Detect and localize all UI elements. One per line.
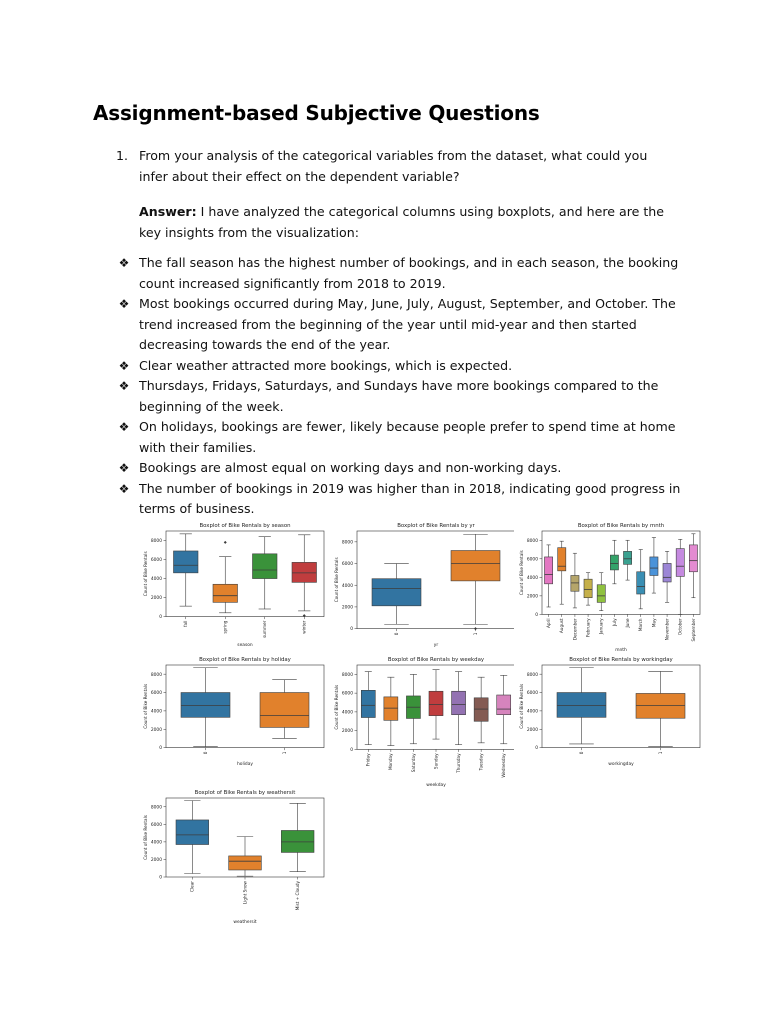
x-tick-label: spring — [222, 620, 228, 634]
box-0 — [557, 668, 606, 744]
box-fall — [174, 534, 198, 606]
question-number: 1. — [116, 148, 129, 163]
insight-item — [116, 253, 686, 294]
y-tick-label: 8000 — [150, 672, 162, 678]
x-axis-label: weekday — [426, 783, 446, 788]
x-tick-label: Mist + Cloudy — [295, 881, 301, 911]
box-monday — [384, 677, 398, 745]
y-axis-label: Count of Bike Rentals — [519, 683, 524, 729]
box-iqr — [474, 698, 488, 721]
box-iqr — [571, 575, 579, 591]
insight-text: The fall season has the highest number of bookings, and in each season, the booking count increased significantly from 2018 to 2019. — [139, 255, 679, 291]
box-friday — [361, 672, 375, 745]
y-tick-label: 4000 — [341, 583, 353, 589]
box-iqr — [361, 690, 375, 717]
box-iqr — [597, 585, 605, 603]
chart-title: Boxplot of Bike Rentals by mnth — [577, 523, 665, 529]
y-tick-label: 6000 — [341, 562, 353, 568]
y-axis-label: Count of Bike Rentals — [519, 550, 524, 596]
x-tick-label: Thursday — [455, 753, 461, 773]
x-tick-label: 0 — [393, 632, 399, 636]
boxplot-yr — [329, 519, 519, 649]
y-tick-label: 2000 — [341, 605, 353, 611]
y-tick-label: 4000 — [341, 710, 353, 716]
box-november — [663, 551, 671, 602]
x-tick-label: May — [651, 618, 657, 628]
y-tick-label: 2000 — [341, 729, 353, 735]
x-tick-label: June — [624, 618, 630, 628]
y-axis-label: Count of Bike Rentals — [334, 684, 339, 730]
y-tick-label: 0 — [535, 746, 538, 752]
box-tuesday — [474, 677, 488, 743]
insight-item — [116, 458, 686, 479]
y-tick-label: 6000 — [150, 691, 162, 697]
y-tick-label: 6000 — [150, 822, 162, 828]
insight-list — [116, 253, 686, 520]
x-tick-label: 1 — [472, 632, 478, 636]
y-tick-label: 6000 — [526, 557, 538, 563]
y-tick-label: 6000 — [150, 558, 162, 564]
chart-title: Boxplot of Bike Rentals by weathersit — [194, 790, 296, 796]
chart-svg — [329, 519, 519, 649]
box-august — [558, 541, 566, 604]
box-september — [689, 534, 697, 598]
box-january — [597, 573, 605, 611]
box-1 — [260, 680, 309, 739]
chart-svg — [138, 519, 328, 649]
y-axis-label: Count of Bike Rentals — [143, 683, 148, 729]
box-iqr — [624, 551, 632, 564]
box-1 — [451, 534, 500, 630]
insight-text: On holidays, bookings are fewer, likely because people prefer to spend time at home with their families. — [139, 419, 676, 455]
box-iqr — [384, 697, 398, 720]
insight-item — [116, 417, 686, 458]
y-tick-label: 4000 — [150, 840, 162, 846]
box-december — [571, 553, 579, 608]
box-iqr — [557, 693, 606, 718]
box-iqr — [260, 693, 309, 728]
x-tick-label: March — [638, 618, 644, 632]
box-iqr — [663, 563, 671, 582]
x-tick-label: November — [664, 618, 670, 641]
x-tick-label: 1 — [657, 751, 663, 755]
box-summer — [253, 537, 277, 609]
box-iqr — [452, 691, 466, 714]
y-tick-label: 2000 — [526, 594, 538, 600]
y-tick-label: 8000 — [341, 540, 353, 546]
y-axis-label: Count of Bike Rentals — [334, 557, 339, 603]
y-tick-label: 8000 — [526, 672, 538, 678]
x-tick-label: summer — [262, 620, 268, 638]
x-tick-label: Sunday — [433, 753, 439, 770]
boxplot-workingday — [514, 653, 704, 768]
box-0 — [372, 564, 421, 625]
y-tick-label: 8000 — [526, 538, 538, 544]
chart-svg — [514, 519, 704, 654]
insight-item — [116, 294, 686, 356]
x-tick-label: Clear — [189, 881, 195, 892]
x-tick-label: April — [545, 618, 551, 628]
y-tick-label: 2000 — [526, 727, 538, 733]
answer-label: Answer: — [139, 204, 197, 219]
x-tick-label: September — [690, 618, 696, 642]
chart-title: Boxplot of Bike Rentals by yr — [397, 523, 475, 529]
page-title: Assignment-based Subjective Questions — [93, 101, 540, 125]
insight-item — [116, 479, 686, 520]
bullet-diamond-icon: ❖ — [118, 461, 130, 475]
box-iqr — [451, 551, 500, 581]
y-tick-label: 2000 — [150, 727, 162, 733]
box-iqr — [637, 572, 645, 594]
box-iqr — [174, 551, 198, 573]
insight-item — [116, 356, 686, 377]
x-tick-label: December — [572, 618, 578, 641]
chart-svg — [138, 786, 328, 926]
box-iqr — [292, 562, 316, 582]
y-tick-label: 4000 — [526, 575, 538, 581]
y-tick-label: 2000 — [150, 858, 162, 864]
box-sunday — [429, 670, 443, 739]
box-iqr — [545, 557, 553, 584]
box-iqr — [281, 830, 314, 852]
box-iqr — [584, 579, 592, 598]
box-iqr — [676, 549, 684, 577]
y-tick-label: 0 — [350, 748, 353, 753]
x-axis-label: season — [237, 643, 253, 648]
x-tick-label: Tuesday — [478, 753, 484, 771]
y-tick-label: 2000 — [150, 596, 162, 602]
y-tick-label: 4000 — [150, 577, 162, 583]
y-axis-label: Count of Bike Rentals — [143, 551, 148, 597]
box-mist-cloudy — [281, 803, 314, 871]
y-tick-label: 0 — [350, 627, 353, 633]
bullet-diamond-icon: ❖ — [118, 481, 130, 496]
box-iqr — [429, 691, 443, 715]
insight-text: Thursdays, Fridays, Saturdays, and Sundays have more bookings compared to the beginning of the week. — [139, 378, 659, 414]
chart-title: Boxplot of Bike Rentals by weekday — [387, 657, 485, 663]
chart-svg — [514, 653, 704, 768]
x-axis-label: workingday — [608, 762, 634, 767]
y-tick-label: 0 — [159, 875, 162, 881]
x-axis-label: yr — [433, 643, 439, 648]
box-iqr — [229, 856, 262, 870]
answer-text: I have analyzed the categorical columns using boxplots, and here are the key insights from the visualization: — [139, 204, 665, 240]
box-may — [650, 537, 658, 593]
chart-svg — [138, 653, 328, 768]
x-tick-label: Monday — [388, 753, 394, 770]
question-text: From your analysis of the categorical variables from the dataset, what could you infer about their effect on the dependent variable? — [139, 148, 648, 184]
x-tick-label: fall — [183, 620, 189, 627]
insight-text: Most bookings occurred during May, June, July, August, September, and October. The trend increased from the beginning of the year until mid-year and then started decreasing towards the end of the year. — [139, 296, 676, 352]
boxplot-season — [138, 519, 328, 649]
box-winter — [292, 535, 316, 617]
x-tick-label: Saturday — [410, 753, 416, 773]
box-iqr — [558, 548, 566, 571]
y-tick-label: 4000 — [526, 709, 538, 715]
x-axis-label: holiday — [237, 762, 253, 767]
chart-svg — [329, 653, 519, 789]
box-iqr — [636, 693, 685, 718]
box-clear — [176, 801, 209, 874]
boxplot-weathersit — [138, 786, 328, 926]
bullet-diamond-icon: ❖ — [118, 358, 130, 373]
y-tick-label: 6000 — [526, 691, 538, 697]
chart-title: Boxplot of Bike Rentals by workingday — [569, 657, 673, 663]
bullet-diamond-icon: ❖ — [118, 256, 130, 270]
x-tick-label: Wednesday — [501, 753, 507, 778]
x-tick-label: 1 — [281, 751, 287, 755]
box-iqr — [497, 695, 511, 715]
x-tick-label: 0 — [578, 751, 584, 755]
boxplot-holiday — [138, 653, 328, 768]
chart-title: Boxplot of Bike Rentals by holiday — [199, 657, 291, 663]
box-thursday — [452, 672, 466, 745]
box-0 — [181, 668, 230, 747]
box-iqr — [181, 693, 230, 718]
box-iqr — [689, 545, 697, 572]
y-tick-label: 4000 — [150, 709, 162, 715]
y-tick-label: 8000 — [341, 672, 353, 678]
insight-text: Bookings are almost equal on working days and non-working days. — [139, 460, 562, 475]
insight-item — [116, 376, 686, 417]
box-february — [584, 573, 592, 605]
y-tick-label: 6000 — [341, 691, 353, 697]
x-tick-label: July — [611, 618, 617, 626]
y-tick-label: 0 — [535, 613, 538, 618]
insight-text: The number of bookings in 2019 was higher than in 2018, indicating good progress in terms of business. — [139, 480, 681, 516]
box-wednesday — [497, 675, 511, 743]
box-iqr — [650, 557, 658, 576]
answer-paragraph — [139, 202, 679, 243]
box-march — [637, 550, 645, 609]
x-tick-label: January — [598, 618, 604, 635]
x-tick-label: October — [677, 618, 683, 636]
box-light-snow — [229, 837, 262, 877]
box-june — [624, 540, 632, 580]
insight-text: Clear weather attracted more bookings, which is expected. — [139, 357, 513, 373]
y-tick-label: 8000 — [150, 805, 162, 811]
outlier-point — [224, 541, 227, 544]
box-october — [676, 539, 684, 614]
x-tick-label: 0 — [202, 751, 208, 755]
boxplot-mnth — [514, 519, 704, 654]
x-tick-label: August — [559, 618, 565, 634]
box-iqr — [253, 554, 277, 579]
box-1 — [636, 671, 685, 746]
y-axis-label: Count of Bike Rentals — [143, 815, 148, 860]
box-iqr — [213, 584, 237, 602]
box-iqr — [610, 555, 618, 570]
box-saturday — [406, 674, 420, 743]
x-tick-label: Friday — [365, 753, 371, 767]
bullet-diamond-icon: ❖ — [118, 379, 130, 393]
x-tick-label: winter — [301, 620, 307, 634]
x-axis-label: weathersit — [233, 920, 257, 925]
boxplot-weekday — [329, 653, 519, 789]
x-tick-label: February — [585, 618, 591, 637]
chart-title: Boxplot of Bike Rentals by season — [199, 523, 291, 529]
y-tick-label: 0 — [159, 746, 162, 752]
y-tick-label: 0 — [159, 615, 162, 621]
box-april — [545, 545, 553, 607]
bullet-diamond-icon: ❖ — [118, 420, 130, 434]
box-july — [610, 540, 618, 584]
x-tick-label: Light Snow — [242, 881, 248, 905]
box-spring — [213, 541, 237, 613]
bullet-diamond-icon: ❖ — [118, 297, 130, 311]
x-axis-label: mnth — [615, 648, 627, 653]
box-iqr — [176, 820, 209, 845]
box-iqr — [372, 579, 421, 606]
y-tick-label: 8000 — [150, 539, 162, 545]
